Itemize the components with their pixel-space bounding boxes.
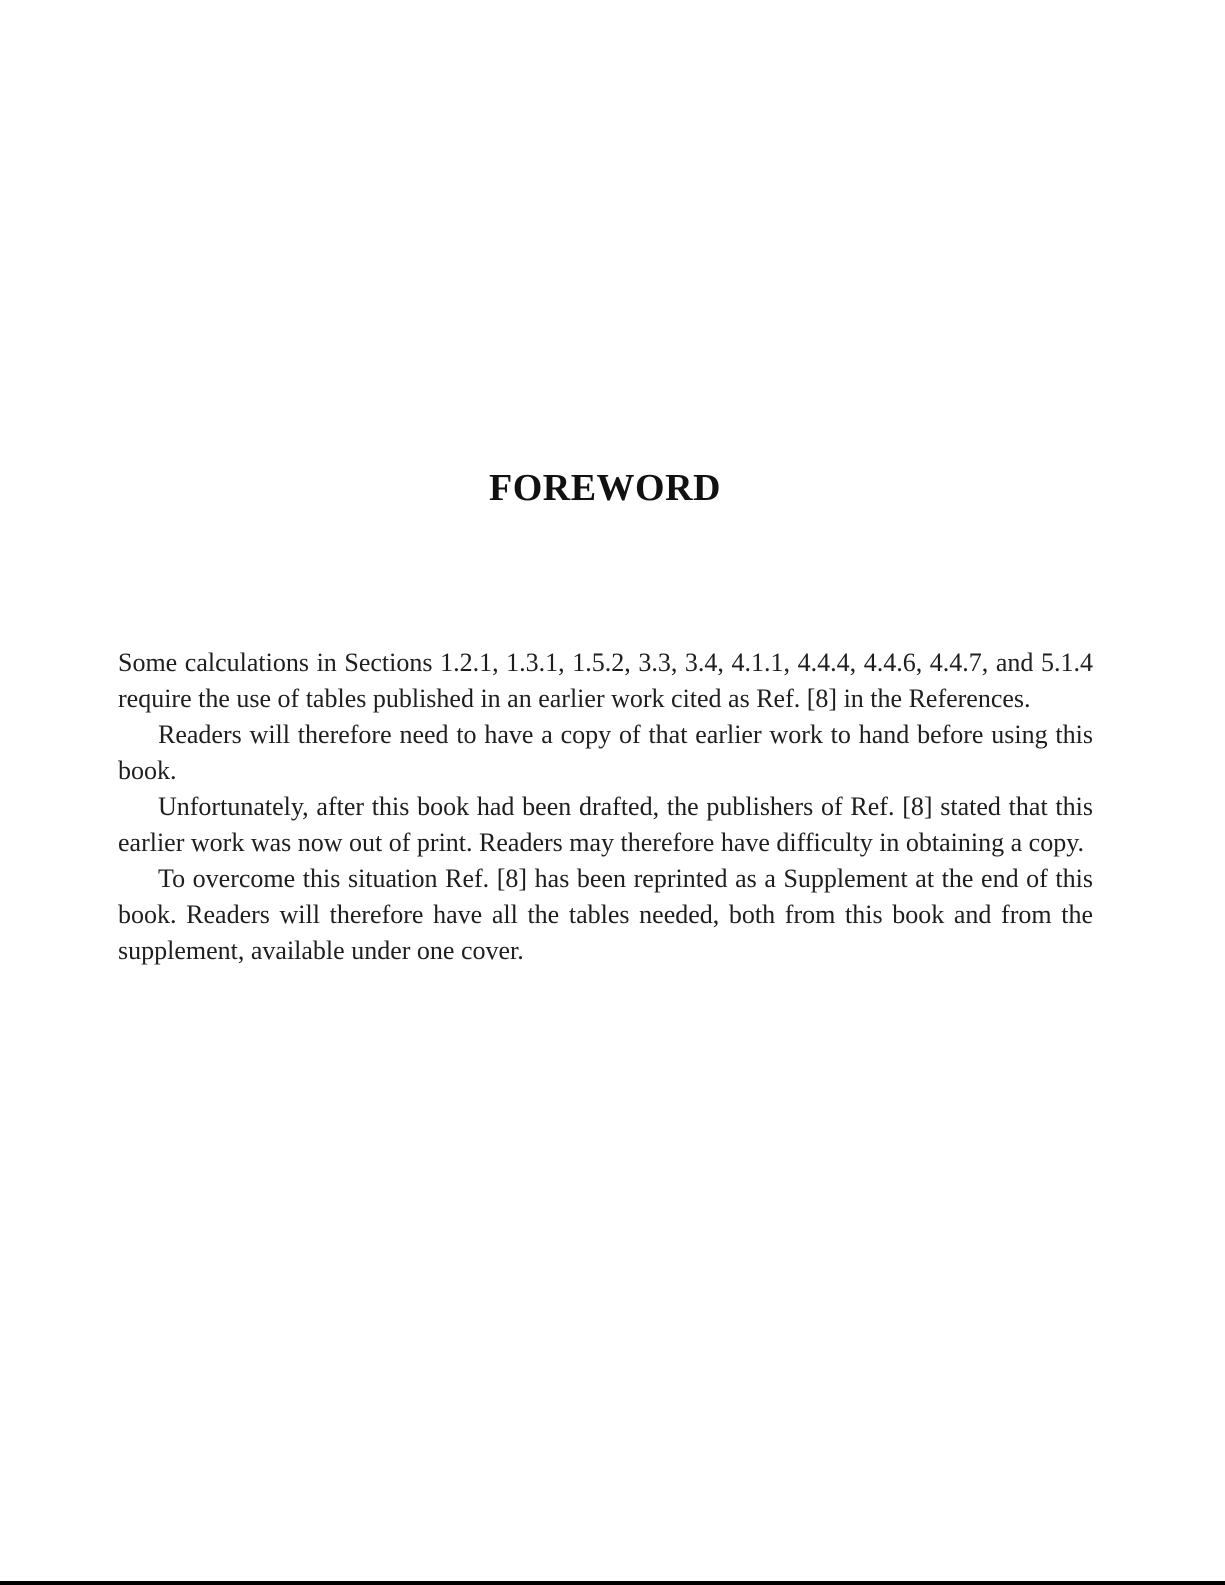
foreword-body: [118, 645, 1093, 969]
paragraph-2: Readers will therefore need to have a copy of that earlier work to hand before using this book.: [118, 720, 1093, 785]
paragraph-1: Some calculations in Sections 1.2.1, 1.3.1, 1.5.2, 3.3, 3.4, 4.1.1, 4.4.4, 4.4.6, 4.4.7, and 5.1.4 require the use of tables published in an earlier work cited as Ref. [8] in the References.: [118, 648, 1093, 713]
page-title: FOREWORD: [489, 467, 721, 509]
scan-edge-divider: [0, 1581, 1225, 1585]
paragraph-4: To overcome this situation Ref. [8] has been reprinted as a Supplement at the end of this book. Readers will therefore have all the tables needed, both from this book and from the supplement, available under one cover.: [118, 864, 1093, 965]
paragraph-3: Unfortunately, after this book had been drafted, the publishers of Ref. [8] stated that this earlier work was now out of print. Readers may therefore have difficulty in obtaining a copy.: [118, 792, 1093, 857]
